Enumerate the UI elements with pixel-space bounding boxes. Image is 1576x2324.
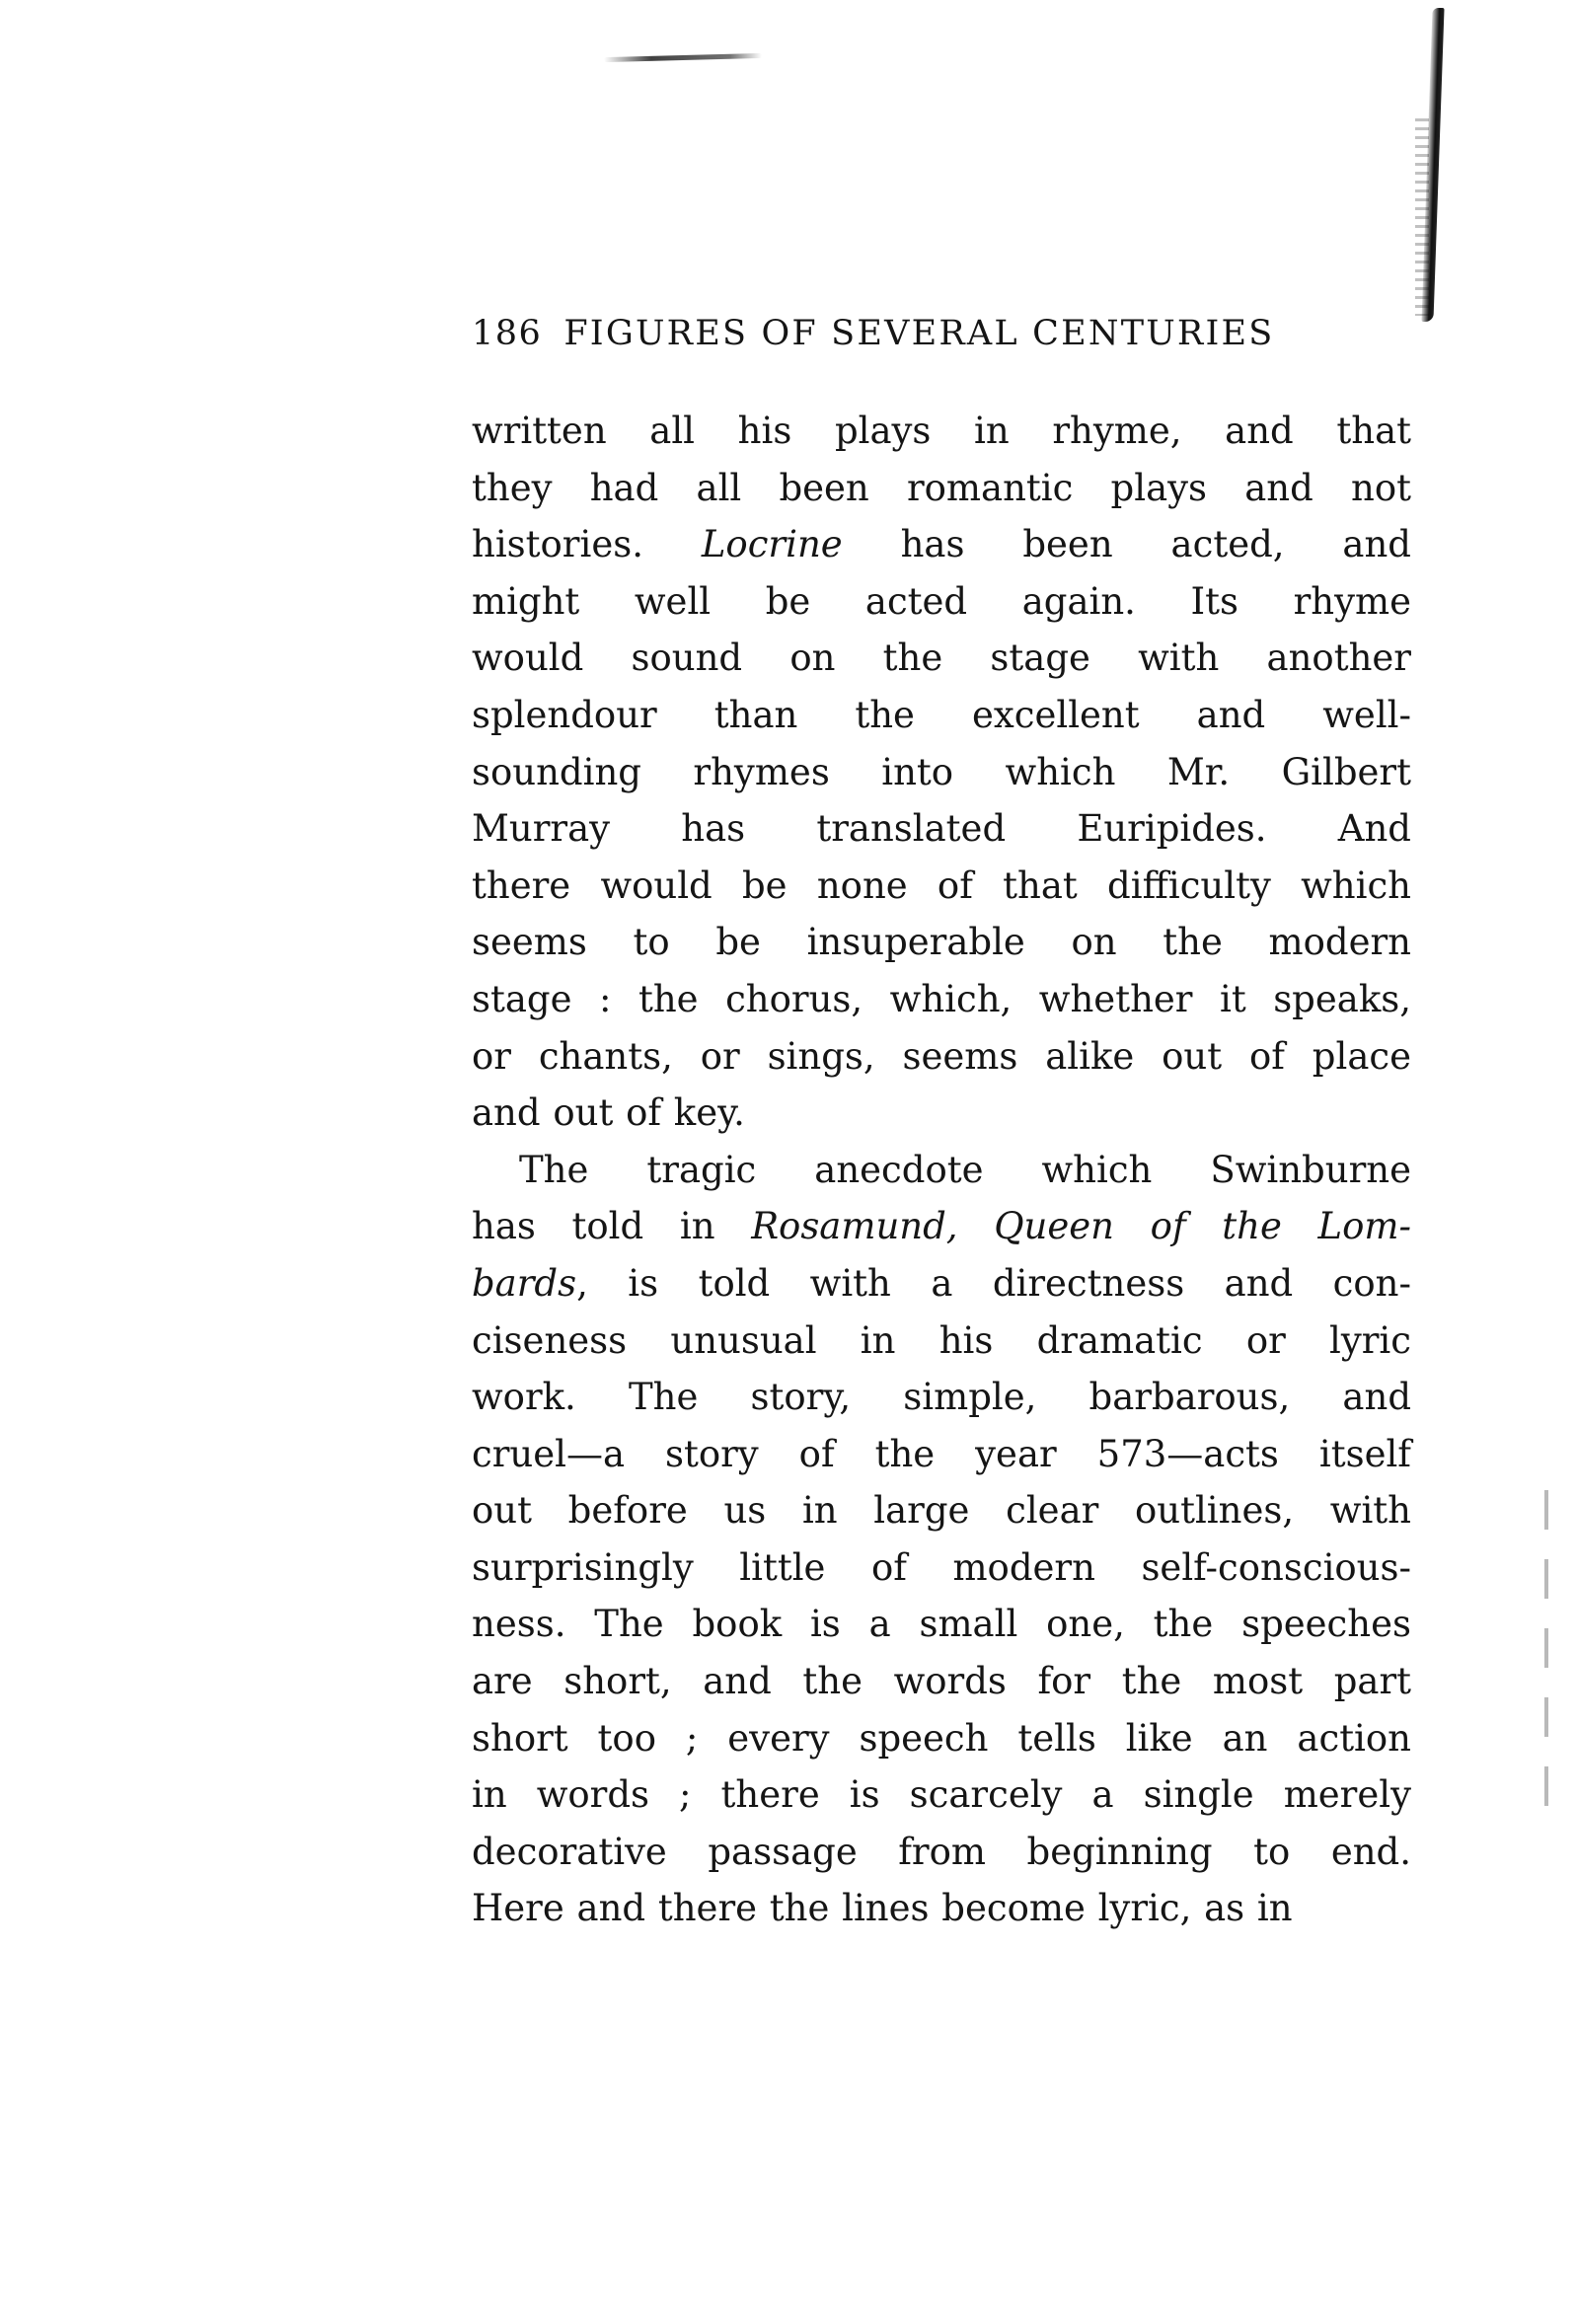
italic-title: Locrine bbox=[701, 523, 843, 566]
text-line bbox=[472, 460, 1411, 517]
scan-binding-fringe bbox=[1415, 118, 1429, 316]
text-line bbox=[472, 516, 1411, 573]
text-run: ciseness unusual in his dramatic or lyric bbox=[472, 1318, 1411, 1362]
text-run: surprisingly little of modern self-conscious- bbox=[472, 1545, 1411, 1589]
text-line bbox=[472, 744, 1411, 801]
text-run: are short, and the words for the most part bbox=[472, 1660, 1411, 1703]
text-run: histories. bbox=[472, 523, 702, 566]
paragraph bbox=[472, 1142, 1411, 1937]
text-line bbox=[472, 1142, 1411, 1199]
text-run: out before us in large clear outlines, with bbox=[472, 1489, 1411, 1533]
text-line bbox=[472, 1824, 1411, 1881]
scan-margin-marks bbox=[1544, 1490, 1548, 1806]
text-line bbox=[472, 403, 1411, 460]
text-line bbox=[472, 1596, 1411, 1653]
italic-title: bards bbox=[472, 1261, 577, 1305]
text-run: in words ; there is scarcely a single merely bbox=[472, 1773, 1411, 1817]
text-line bbox=[472, 971, 1411, 1028]
scan-binding-edge bbox=[1411, 0, 1441, 326]
text-run: The tragic anecdote which Swinburne bbox=[519, 1148, 1411, 1191]
text-line bbox=[472, 1653, 1411, 1710]
paragraph bbox=[472, 403, 1411, 1142]
page-number: 186 bbox=[472, 314, 543, 353]
text-line bbox=[472, 1312, 1411, 1370]
text-line bbox=[472, 1766, 1411, 1824]
text-line bbox=[472, 1880, 1411, 1937]
text-run: seems to be insuperable on the modern bbox=[472, 921, 1411, 964]
text-run: short too ; every speech tells like an action bbox=[472, 1716, 1411, 1760]
text-line bbox=[472, 1710, 1411, 1767]
text-line bbox=[472, 1482, 1411, 1539]
text-line bbox=[472, 1085, 1411, 1142]
text-line bbox=[472, 1028, 1411, 1086]
text-run: Here and there the lines become lyric, as in bbox=[472, 1887, 1293, 1930]
text-run: stage : the chorus, which, whether it speaks, bbox=[472, 977, 1411, 1020]
text-line bbox=[472, 630, 1411, 687]
text-line bbox=[472, 858, 1411, 915]
text-run: they had all been romantic plays and not bbox=[472, 466, 1411, 509]
text-run: there would be none of that difficulty which bbox=[472, 863, 1411, 907]
text-run: work. The story, simple, barbarous, and bbox=[472, 1376, 1411, 1419]
text-line bbox=[472, 1198, 1411, 1255]
text-run: would sound on the stage with another bbox=[472, 637, 1411, 680]
text-line bbox=[472, 1369, 1411, 1426]
running-head bbox=[472, 314, 1401, 353]
text-line bbox=[472, 1426, 1411, 1483]
text-run: or chants, or sings, seems alike out of place bbox=[472, 1034, 1411, 1078]
italic-title: Rosamund, Queen of the Lom- bbox=[751, 1205, 1411, 1248]
text-run: , is told with a directness and con- bbox=[576, 1261, 1411, 1305]
text-line bbox=[472, 1255, 1411, 1312]
text-line bbox=[472, 573, 1411, 631]
text-line bbox=[472, 800, 1411, 858]
body-text bbox=[472, 403, 1411, 1937]
scan-smudge bbox=[604, 53, 762, 62]
text-run: written all his plays in rhyme, and that bbox=[472, 410, 1411, 452]
text-run: splendour than the excellent and well- bbox=[472, 693, 1411, 736]
text-line bbox=[472, 687, 1411, 744]
text-run: Murray has translated Euripides. And bbox=[472, 807, 1411, 851]
text-line bbox=[472, 1539, 1411, 1597]
text-run: decorative passage from beginning to end. bbox=[472, 1830, 1411, 1873]
text-run: has been acted, and bbox=[842, 523, 1411, 566]
text-run: cruel—a story of the year 573—acts itself bbox=[472, 1432, 1411, 1475]
text-line bbox=[472, 914, 1411, 971]
text-run: ness. The book is a small one, the speeches bbox=[472, 1603, 1411, 1646]
text-run: has told in bbox=[472, 1205, 752, 1248]
text-run: might well be acted again. Its rhyme bbox=[472, 579, 1411, 623]
text-run: and out of key. bbox=[472, 1091, 745, 1135]
text-run: sounding rhymes into which Mr. Gilbert bbox=[472, 750, 1411, 793]
running-title: FIGURES OF SEVERAL CENTURIES bbox=[563, 314, 1275, 353]
